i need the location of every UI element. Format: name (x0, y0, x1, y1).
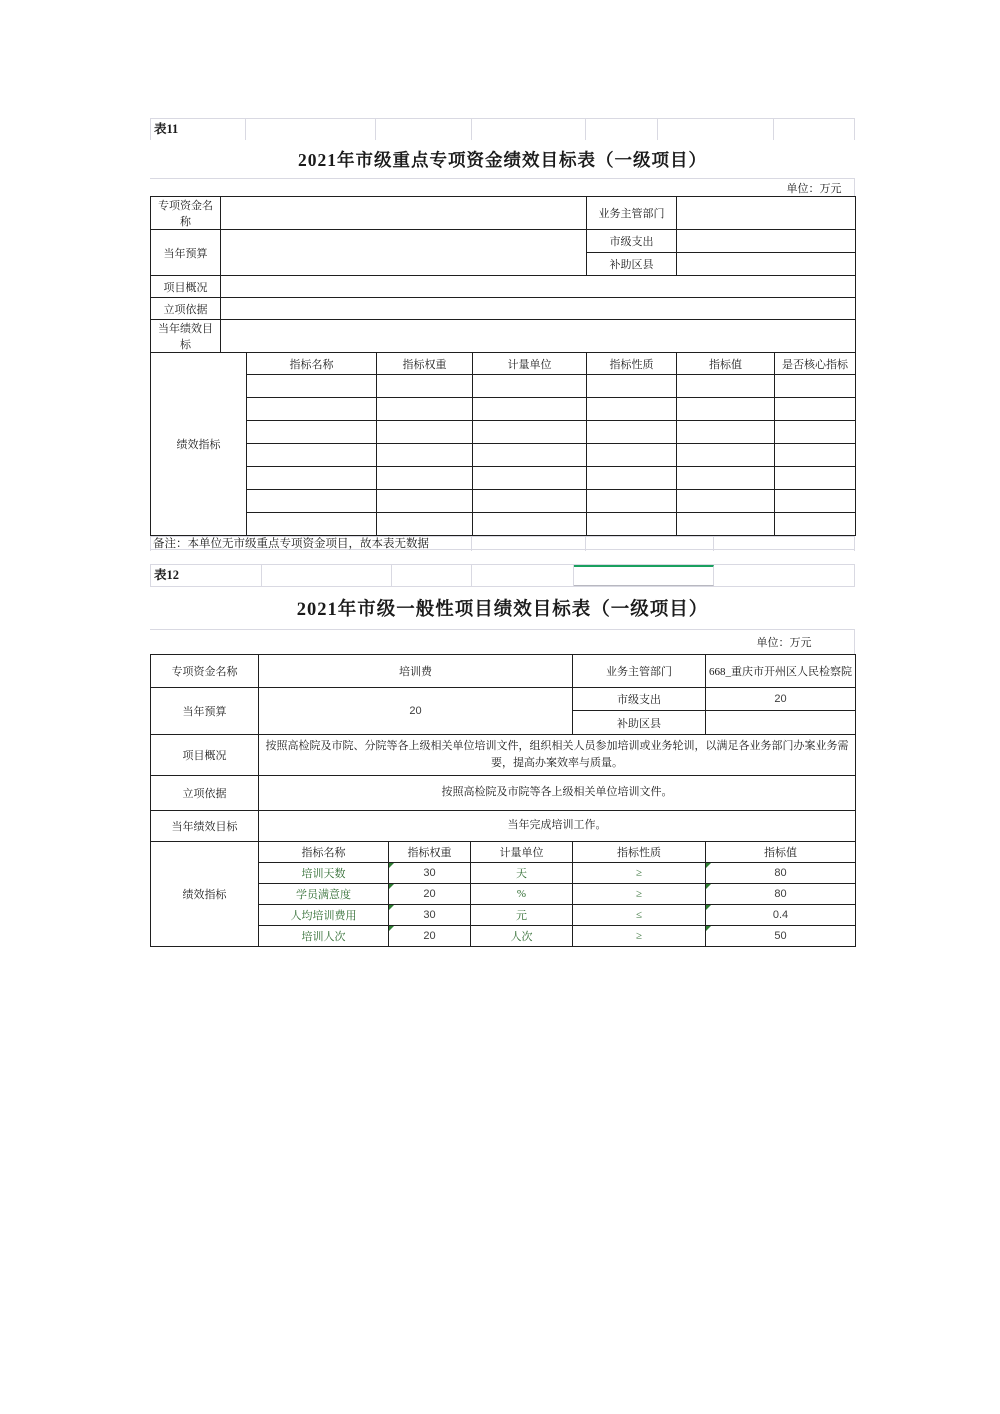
grid-cell (392, 565, 472, 586)
empty-indicator-cell (775, 467, 856, 490)
t11-label-dept: 业务主管部门 (587, 197, 677, 230)
t11-note: 备注：本单位无市级重点专项资金项目，故本表无数据 (150, 537, 472, 551)
grid-cell (262, 565, 392, 586)
grid-cell (774, 119, 855, 140)
empty-indicator-cell (775, 375, 856, 398)
t11-note-row (150, 536, 855, 550)
empty-indicator-cell (587, 375, 677, 398)
indicator-nature: ≥ (573, 863, 706, 884)
t12-unit-label: 单位：万元 (714, 630, 855, 654)
t11-tag: 表11 (150, 119, 246, 140)
empty-indicator-cell (677, 444, 775, 467)
t12-value-budget: 20 (259, 688, 573, 735)
empty-indicator-cell (473, 467, 587, 490)
t12-label-goal: 当年绩效目标 (151, 811, 259, 842)
empty-indicator-cell (247, 421, 377, 444)
indicator-nature: ≥ (573, 884, 706, 905)
indicator-weight: 20 (389, 926, 471, 947)
empty-indicator-cell (775, 421, 856, 444)
grid-cell (246, 119, 376, 140)
t12-unit-row (150, 629, 855, 654)
empty-indicator-cell (587, 444, 677, 467)
indicator-value: 0.4 (706, 905, 856, 926)
grid-cell (376, 119, 472, 140)
t12-title: 2021年市级一般性项目绩效目标表（一级项目） (296, 600, 709, 620)
t11-header-indicator-nature: 指标性质 (587, 353, 677, 375)
indicator-value: 50 (706, 926, 856, 947)
t11-header-core-indicator: 是否核心指标 (775, 353, 856, 375)
t12-title-row (150, 587, 855, 629)
t12-tag: 表12 (150, 565, 262, 586)
green-corner-marker-icon (706, 905, 711, 910)
t12-value-fund-name: 培训费 (259, 655, 573, 688)
green-corner-marker-icon (389, 884, 394, 889)
t11-tag-row (150, 118, 855, 140)
grid-cell (658, 119, 774, 140)
indicator-weight: 30 (389, 905, 471, 926)
indicator-unit: 人次 (471, 926, 573, 947)
t11-value-dept (677, 197, 856, 230)
empty-indicator-cell (377, 375, 473, 398)
t12-label-subsidy: 补助区县 (573, 711, 706, 735)
indicator-value: 80 (706, 863, 856, 884)
empty-indicator-cell (473, 513, 587, 536)
grid-cell (472, 119, 586, 140)
t11-label-goal: 当年绩效目标 (151, 320, 221, 353)
empty-indicator-cell (247, 513, 377, 536)
empty-indicator-cell (377, 490, 473, 513)
t11-label-fund-name: 专项资金名称 (151, 197, 221, 230)
t12-value-basis: 按照高检院及市院等各上级相关单位培训文件。 (259, 776, 856, 811)
spreadsheet-export-area (150, 118, 855, 947)
indicator-unit: 天 (471, 863, 573, 884)
empty-indicator-cell (377, 513, 473, 536)
t11-label-subsidy: 补助区县 (587, 253, 677, 276)
empty-indicator-cell (377, 398, 473, 421)
empty-indicator-cell (587, 421, 677, 444)
grid-cell (714, 565, 855, 586)
t12-label-fund-name: 专项资金名称 (151, 655, 259, 688)
t11-value-subsidy (677, 253, 856, 276)
indicator-unit: % (471, 884, 573, 905)
empty-indicator-cell (247, 444, 377, 467)
green-corner-marker-icon (389, 926, 394, 931)
grid-cell (472, 565, 574, 586)
empty-indicator-cell (775, 513, 856, 536)
green-corner-marker-icon (706, 863, 711, 868)
empty-indicator-cell (587, 467, 677, 490)
green-corner-marker-icon (389, 863, 394, 868)
t12-value-city-expense: 20 (706, 688, 856, 711)
empty-indicator-cell (677, 513, 775, 536)
indicator-name: 学员满意度 (259, 884, 389, 905)
t11-label-budget: 当年预算 (151, 230, 221, 276)
t11-label-overview: 项目概况 (151, 276, 221, 298)
empty-indicator-cell (775, 398, 856, 421)
indicator-name: 人均培训费用 (259, 905, 389, 926)
empty-indicator-cell (377, 444, 473, 467)
t11-value-basis (221, 298, 856, 320)
indicator-unit: 元 (471, 905, 573, 926)
t12-header-indicator-weight: 指标权重 (389, 842, 471, 863)
indicator-name: 培训天数 (259, 863, 389, 884)
t12-value-goal: 当年完成培训工作。 (259, 811, 856, 842)
t11-header-indicator-weight: 指标权重 (377, 353, 473, 375)
empty-indicator-cell (677, 490, 775, 513)
grid-cell (586, 119, 658, 140)
t12-table (150, 654, 856, 947)
empty-indicator-cell (677, 421, 775, 444)
t12-label-overview: 项目概况 (151, 735, 259, 776)
t11-value-city-expense (677, 230, 856, 253)
t11-label-basis: 立项依据 (151, 298, 221, 320)
empty-indicator-cell (247, 375, 377, 398)
t12-label-city-expense: 市级支出 (573, 688, 706, 711)
t12-value-dept: 668_重庆市开州区人民检察院 (706, 655, 856, 688)
grid-cell (586, 537, 714, 551)
t11-value-fund-name (221, 197, 587, 230)
indicator-value: 80 (706, 884, 856, 905)
empty-indicator-cell (473, 398, 587, 421)
t12-tag-row (150, 564, 855, 587)
t12-header-measure-unit: 计量单位 (471, 842, 573, 863)
t11-title-row (150, 140, 855, 178)
t11-title: 2021年市级重点专项资金绩效目标表（一级项目） (298, 149, 707, 170)
t12-label-basis: 立项依据 (151, 776, 259, 811)
empty-indicator-cell (677, 375, 775, 398)
empty-indicator-cell (377, 467, 473, 490)
empty-indicator-cell (677, 467, 775, 490)
selected-cell-highlight[interactable] (574, 565, 714, 586)
grid-cell (714, 537, 855, 551)
t11-value-budget (221, 230, 587, 276)
empty-indicator-cell (677, 398, 775, 421)
empty-indicator-cell (473, 444, 587, 467)
indicator-name: 培训人次 (259, 926, 389, 947)
t12-value-subsidy (706, 711, 856, 735)
empty-indicator-cell (247, 490, 377, 513)
indicator-weight: 30 (389, 863, 471, 884)
t12-header-indicator-value: 指标值 (706, 842, 856, 863)
t11-value-goal (221, 320, 856, 353)
green-corner-marker-icon (389, 905, 394, 910)
t11-header-indicator-name: 指标名称 (247, 353, 377, 375)
t11-value-overview (221, 276, 856, 298)
t11-label-city-expense: 市级支出 (587, 230, 677, 253)
green-corner-marker-icon (706, 884, 711, 889)
empty-indicator-cell (473, 375, 587, 398)
t11-label-indicators: 绩效指标 (151, 353, 247, 536)
indicator-weight: 20 (389, 884, 471, 905)
empty-indicator-cell (473, 421, 587, 444)
empty-indicator-cell (473, 490, 587, 513)
grid-cell (472, 537, 586, 551)
t11-table (150, 196, 856, 536)
t11-header-measure-unit: 计量单位 (473, 353, 587, 375)
empty-indicator-cell (587, 513, 677, 536)
empty-indicator-cell (587, 490, 677, 513)
empty-indicator-cell (247, 467, 377, 490)
t12-label-budget: 当年预算 (151, 688, 259, 735)
t11-header-indicator-value: 指标值 (677, 353, 775, 375)
indicator-nature: ≤ (573, 905, 706, 926)
empty-indicator-cell (377, 421, 473, 444)
t11-unit-row (150, 178, 855, 196)
empty-indicator-cell (587, 398, 677, 421)
empty-indicator-cell (775, 444, 856, 467)
t12-header-indicator-name: 指标名称 (259, 842, 389, 863)
t11-unit-label: 单位：万元 (774, 179, 855, 196)
t12-label-dept: 业务主管部门 (573, 655, 706, 688)
table-gap (150, 550, 855, 564)
indicator-nature: ≥ (573, 926, 706, 947)
t12-value-overview: 按照高检院及市院、分院等各上级相关单位培训文件，组织相关人员参加培训或业务轮训，以满足各业务部门办案业务需要，提高办案效率与质量。 (259, 735, 856, 776)
green-corner-marker-icon (706, 926, 711, 931)
t12-header-indicator-nature: 指标性质 (573, 842, 706, 863)
empty-indicator-cell (247, 398, 377, 421)
t12-label-indicators: 绩效指标 (151, 842, 259, 947)
empty-indicator-cell (775, 490, 856, 513)
